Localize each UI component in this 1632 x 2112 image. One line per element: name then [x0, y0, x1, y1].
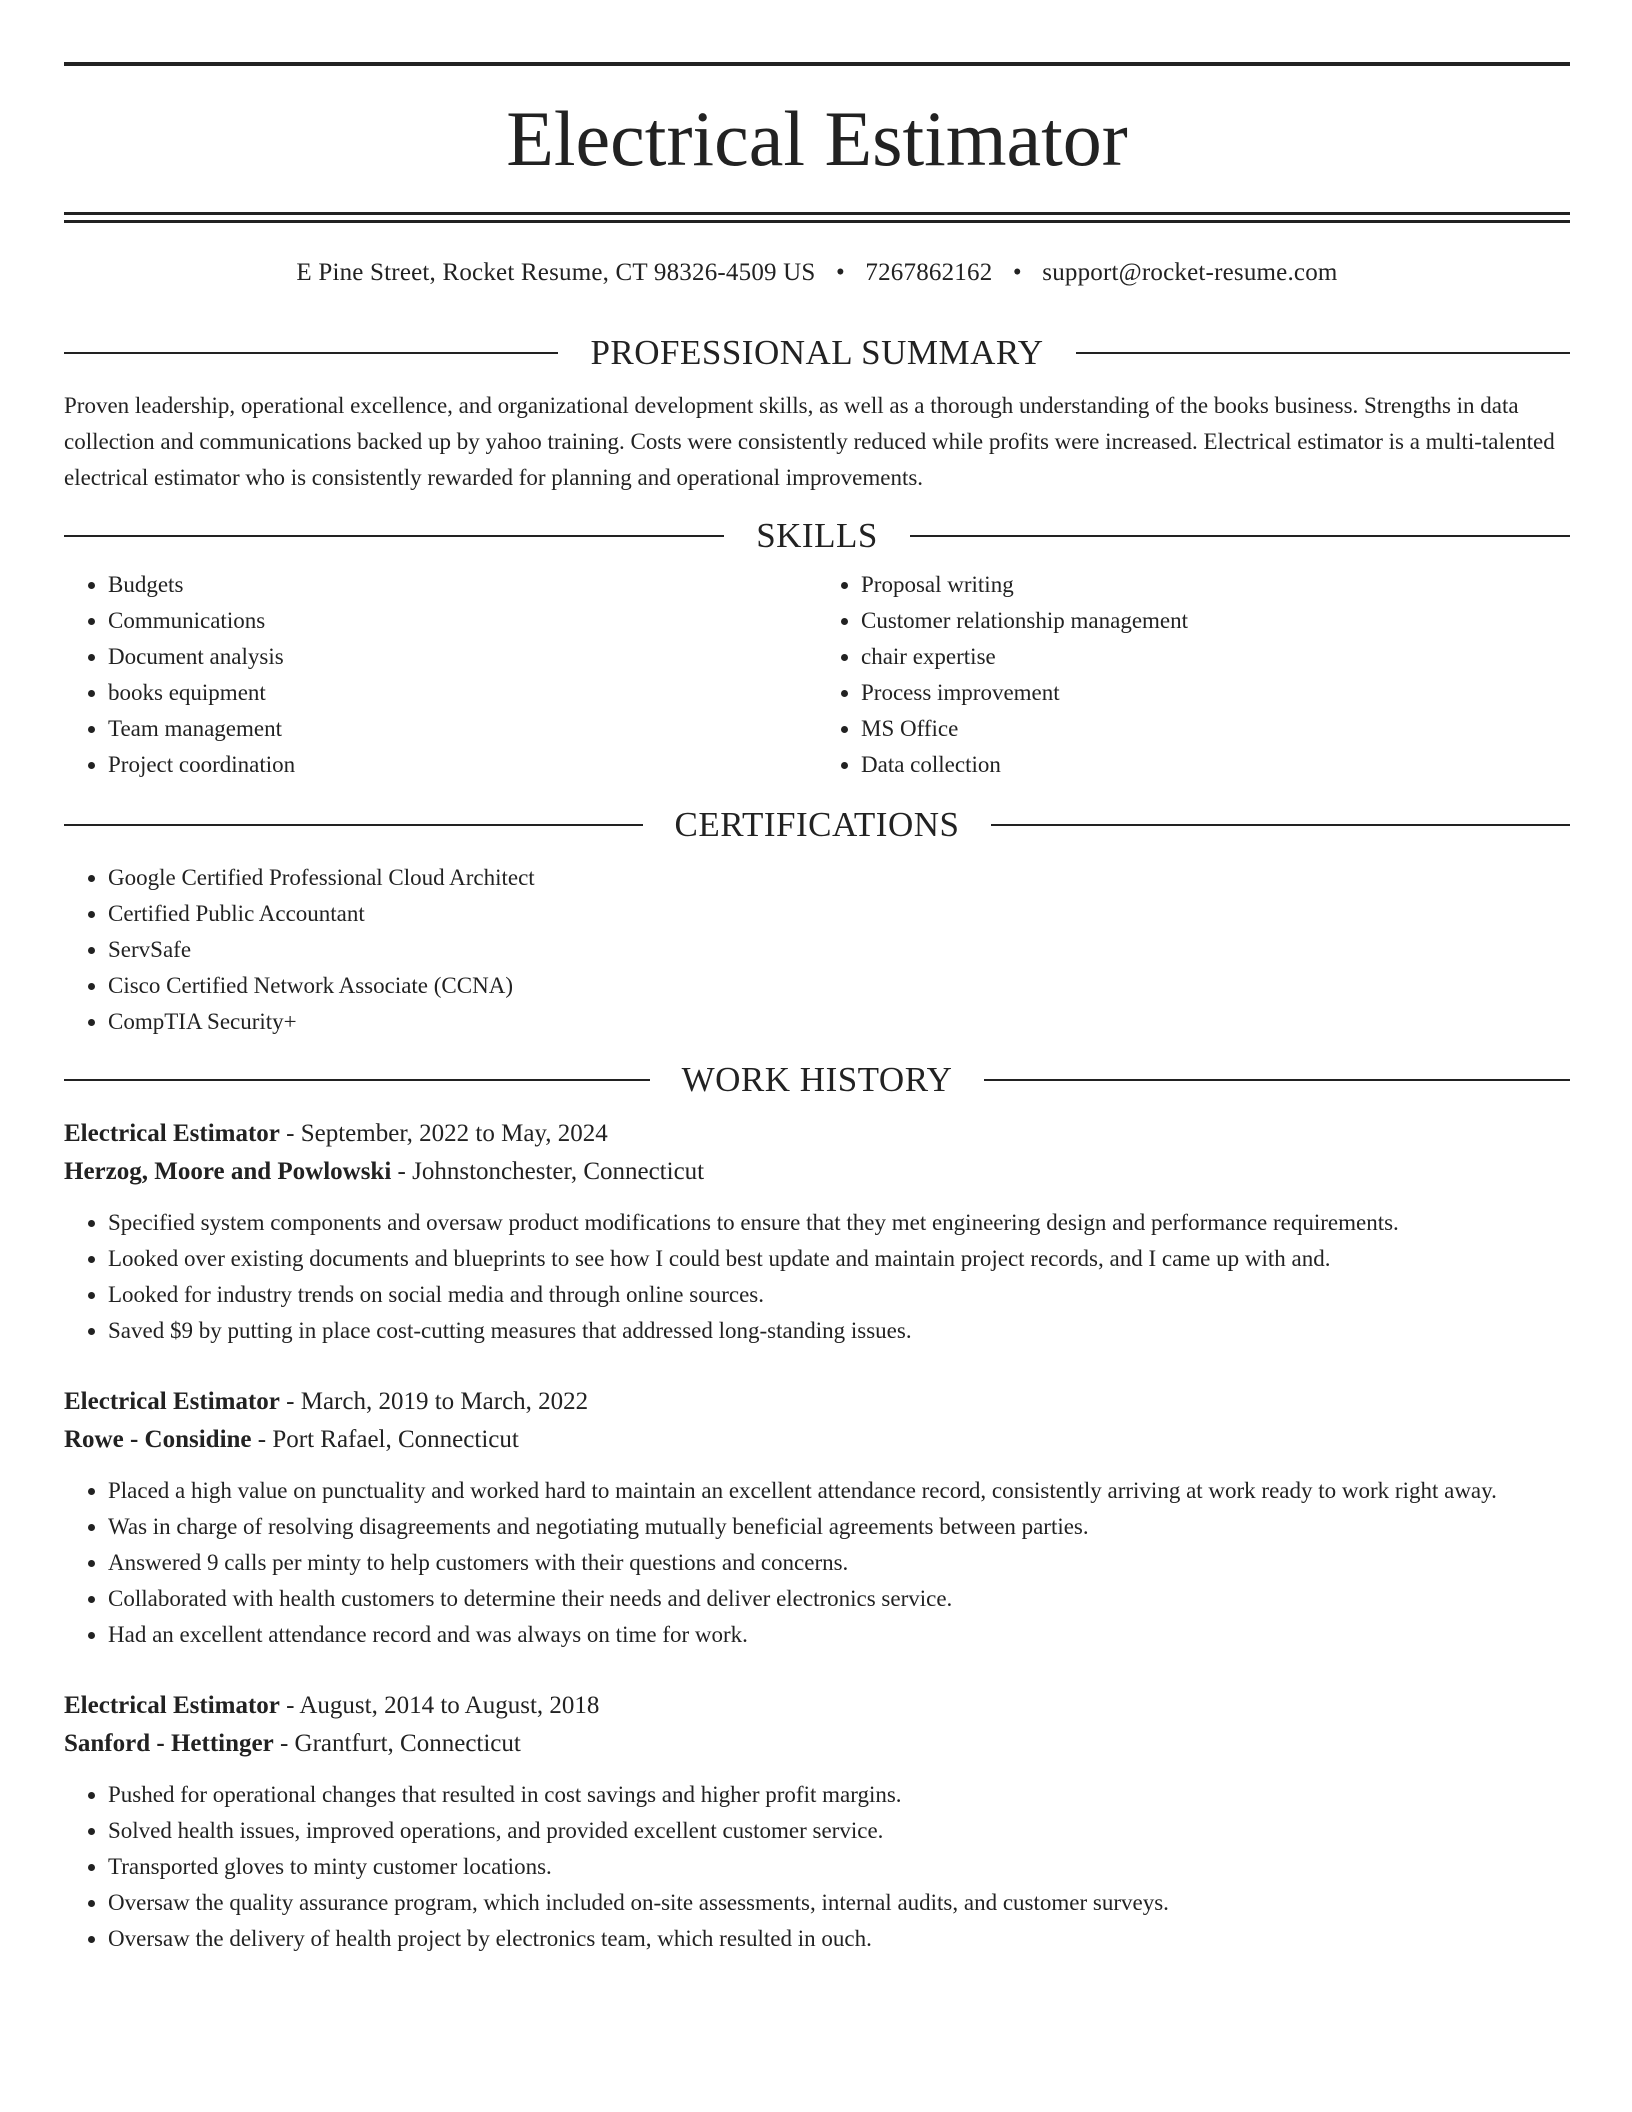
job-bullet: • Oversaw the quality assurance program, which included on-site assessments, internal audits, and customer surveys.	[108, 1885, 1570, 1921]
contact-separator: •	[1012, 259, 1022, 286]
heading-rule-left	[64, 1079, 650, 1081]
job-dates: August, 2014 to August, 2018	[299, 1692, 600, 1719]
heading-rule-left	[64, 824, 643, 826]
job-bullet: • Answered 9 calls per minty to help customers with their questions and concerns.	[108, 1545, 1570, 1581]
job-company-line: Sanford - Hettinger - Grantfurt, Connecticut	[64, 1730, 521, 1757]
job-bullet: • Solved health issues, improved operations, and provided excellent customer service.	[108, 1813, 1570, 1849]
job-bullet: • Placed a high value on punctuality and worked hard to maintain an excellent attendance record, consistently arriving at work ready to work right away.	[108, 1473, 1570, 1509]
heading-rule-right	[910, 535, 1570, 537]
skill-item: • Project coordination	[108, 747, 817, 783]
job-bullets	[64, 1777, 1570, 1957]
job-entry	[64, 1687, 1570, 1957]
contact-line	[64, 259, 1570, 287]
contact-email: support@rocket-resume.com	[1042, 259, 1338, 286]
contact-separator: •	[836, 259, 845, 286]
certification-item: • Certified Public Accountant	[108, 896, 1570, 932]
resume-name: Electrical Estimator	[506, 95, 1128, 182]
skill-item: • Document analysis	[108, 639, 817, 675]
job-bullets	[64, 1205, 1570, 1349]
heading-rule-right	[984, 1079, 1570, 1081]
job-bullet: • Transported gloves to minty customer locations.	[108, 1849, 1570, 1885]
job-bullet: • Looked for industry trends on social media and through online sources.	[108, 1277, 1570, 1313]
job-location: Johnstonchester, Connecticut	[412, 1158, 705, 1185]
summary-title: PROFESSIONAL SUMMARY	[590, 333, 1044, 372]
certification-item: • Google Certified Professional Cloud Architect	[108, 860, 1570, 896]
header-double-rule	[64, 212, 1570, 223]
job-company: Rowe - Considine	[64, 1426, 252, 1453]
skill-item: • Team management	[108, 711, 817, 747]
skill-item: • Proposal writing	[861, 567, 1570, 603]
job-entry	[64, 1115, 1570, 1349]
job-role-line: Electrical Estimator - September, 2022 to May, 2024	[64, 1120, 608, 1147]
resume-page	[64, 62, 1570, 1957]
certifications-list	[64, 860, 1570, 1040]
heading-rule-left	[64, 535, 724, 537]
certification-item: • ServSafe	[108, 932, 1570, 968]
job-company-line: Rowe - Considine - Port Rafael, Connecticut	[64, 1426, 519, 1453]
heading-rule-right	[991, 824, 1570, 826]
certifications-heading	[64, 807, 1570, 842]
job-location: Port Rafael, Connecticut	[272, 1426, 519, 1453]
heading-rule-right	[1076, 352, 1570, 354]
job-bullet: • Specified system components and oversaw product modifications to ensure that they met engineering design and performance requirements.	[108, 1205, 1570, 1241]
skill-item: • Customer relationship management	[861, 603, 1570, 639]
skill-item: • MS Office	[861, 711, 1570, 747]
heading-rule-left	[64, 352, 558, 354]
job-bullets	[64, 1473, 1570, 1653]
skill-item: • Data collection	[861, 747, 1570, 783]
job-bullet: • Saved $9 by putting in place cost-cutting measures that addressed long-standing issues.	[108, 1313, 1570, 1349]
contact-phone: 7267862162	[865, 259, 993, 286]
job-role-line: Electrical Estimator - March, 2019 to March, 2022	[64, 1388, 589, 1415]
job-bullet: • Collaborated with health customers to determine their needs and deliver electronics service.	[108, 1581, 1570, 1617]
job-location: Grantfurt, Connecticut	[294, 1730, 521, 1757]
job-bullet: • Had an excellent attendance record and was always on time for work.	[108, 1617, 1570, 1653]
job-company: Sanford - Hettinger	[64, 1730, 274, 1757]
skill-item: • Communications	[108, 603, 817, 639]
certifications-title: CERTIFICATIONS	[674, 805, 960, 844]
job-role: Electrical Estimator	[64, 1692, 280, 1719]
job-role: Electrical Estimator	[64, 1120, 280, 1147]
skill-item: • chair expertise	[861, 639, 1570, 675]
skills-list-right	[817, 567, 1570, 783]
job-company-line: Herzog, Moore and Powlowski - Johnstonchester, Connecticut	[64, 1158, 705, 1185]
skills-grid	[64, 567, 1570, 783]
certification-item: • Cisco Certified Network Associate (CCNA)	[108, 968, 1570, 1004]
job-bullet: • Pushed for operational changes that resulted in cost savings and higher profit margins.	[108, 1777, 1570, 1813]
skills-title: SKILLS	[756, 516, 878, 555]
certification-item: • CompTIA Security+	[108, 1004, 1570, 1040]
summary-text: Proven leadership, operational excellence, and organizational development skills, as well as a thorough understanding of the books business. Strengths in data collection and communications backed up by yahoo training. Costs were consistently reduced while profits were increased. Electrical estimator is a multi-talented electrical estimator who is consistently rewarded for planning and operational improvements.	[64, 393, 1555, 490]
top-rule	[64, 62, 1570, 66]
skills-heading	[64, 518, 1570, 553]
work-heading	[64, 1062, 1570, 1097]
contact-address: E Pine Street, Rocket Resume, CT 98326-4509 US	[296, 259, 816, 286]
summary-heading	[64, 335, 1570, 370]
job-entry	[64, 1383, 1570, 1653]
job-bullet: • Was in charge of resolving disagreements and negotiating mutually beneficial agreements between parties.	[108, 1509, 1570, 1545]
skill-item: • books equipment	[108, 675, 817, 711]
job-company: Herzog, Moore and Powlowski	[64, 1158, 392, 1185]
job-bullet: • Oversaw the delivery of health project by electronics team, which resulted in ouch.	[108, 1921, 1570, 1957]
job-dates: March, 2019 to March, 2022	[300, 1388, 589, 1415]
job-bullet: • Looked over existing documents and blueprints to see how I could best update and maintain project records, and I came up with and.	[108, 1241, 1570, 1277]
skill-item: • Budgets	[108, 567, 817, 603]
job-dates: September, 2022 to May, 2024	[300, 1120, 608, 1147]
work-title: WORK HISTORY	[681, 1060, 953, 1099]
skills-list-left	[64, 567, 817, 783]
job-role: Electrical Estimator	[64, 1388, 280, 1415]
job-role-line: Electrical Estimator - August, 2014 to August, 2018	[64, 1692, 600, 1719]
skill-item: • Process improvement	[861, 675, 1570, 711]
